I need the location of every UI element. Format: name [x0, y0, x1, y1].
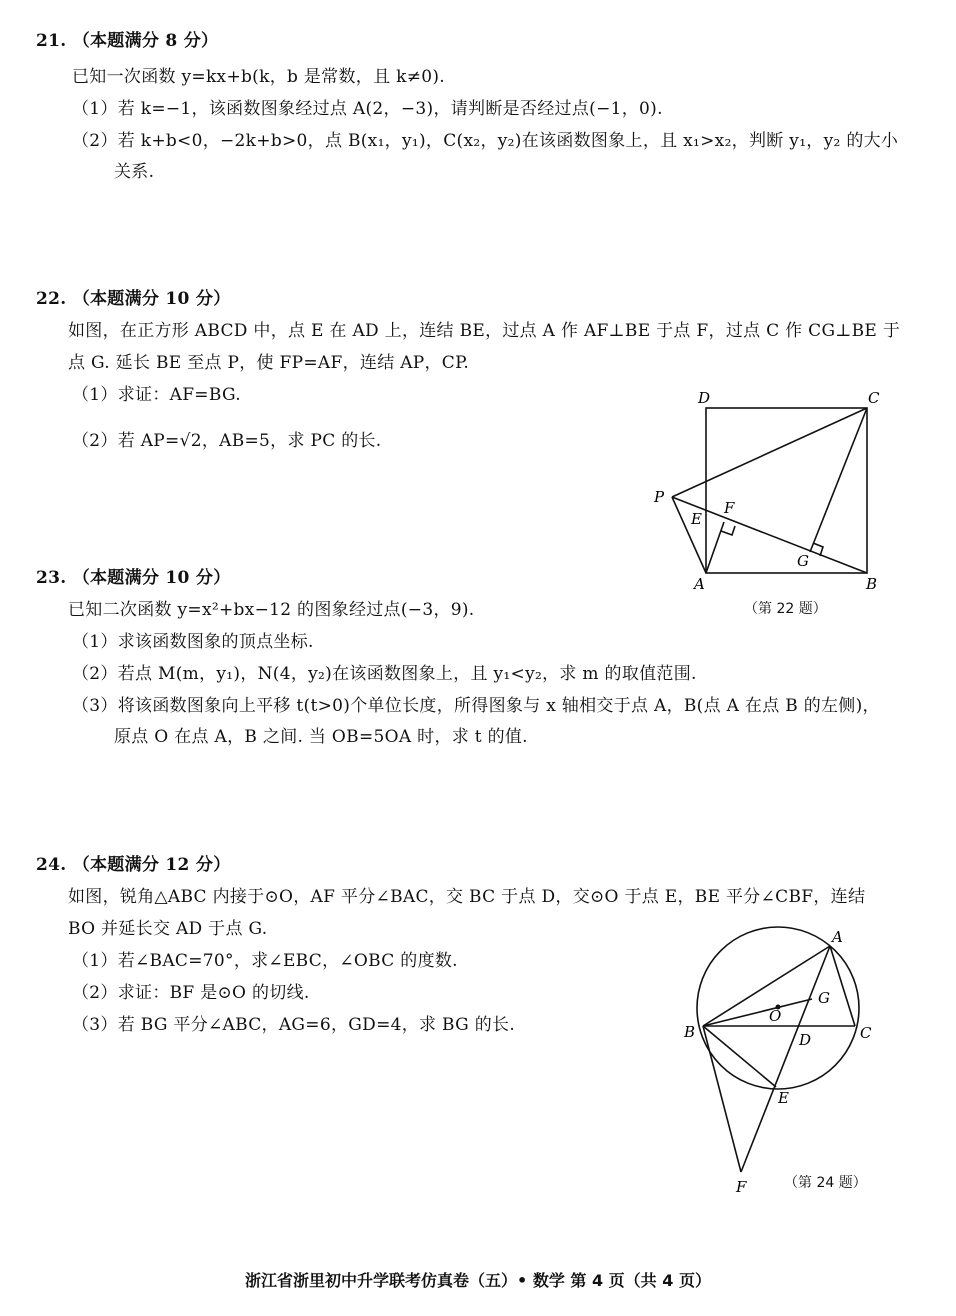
- right-angle-f: [721, 526, 735, 535]
- label-b: B: [684, 1023, 696, 1041]
- q23-part2: （2）若点 M(m，y₁)，N(4，y₂)在该函数图象上，且 y₁<y₂，求 m 的取值范围.: [72, 664, 697, 684]
- label-a: A: [694, 575, 705, 593]
- q23-part1: （1）求该函数图象的顶点坐标.: [72, 632, 314, 652]
- segment-bg: [703, 999, 812, 1026]
- label-d: D: [698, 389, 711, 407]
- q24-caption: （第 24 题）: [784, 1175, 867, 1191]
- label-g: G: [797, 552, 809, 570]
- label-d: D: [799, 1031, 812, 1049]
- label-e: E: [778, 1089, 789, 1107]
- label-a: A: [832, 928, 843, 946]
- q24-part2: （2）求证：BF 是⊙O 的切线.: [72, 983, 310, 1003]
- q21-stem: 已知一次函数 y=kx+b(k，b 是常数，且 k≠0).: [72, 67, 445, 87]
- q21-header: 21. （本题满分 8 分）: [36, 31, 219, 51]
- label-p: P: [654, 488, 665, 506]
- q21-part2-line1: （2）若 k+b<0，−2k+b>0，点 B(x₁，y₁)，C(x₂，y₂)在该函数图象上，且 x₁>x₂，判断 y₁，y₂ 的大小: [72, 131, 899, 151]
- square-abcd: [706, 408, 867, 573]
- label-g: G: [818, 989, 830, 1007]
- segment-af: [741, 946, 830, 1172]
- q23-stem: 已知二次函数 y=x²+bx−12 的图象经过点(−3，9).: [68, 600, 475, 620]
- q24-part3: （3）若 BG 平分∠ABC，AG=6，GD=4，求 BG 的长.: [72, 1015, 516, 1035]
- q22-part2: （2）若 AP=√2，AB=5，求 PC 的长.: [72, 431, 382, 451]
- q22-stem-line2: 点 G. 延长 BE 至点 P，使 FP=AF，连结 AP，CP.: [68, 353, 470, 373]
- q23-part3-line1: （3）将该函数图象向上平移 t(t>0)个单位长度，所得图象与 x 轴相交于点 A，B(点 A 在点 B 的左侧)，: [72, 696, 880, 716]
- page-footer: 浙江省浙里初中升学联考仿真卷（五）• 数学 第 4 页（共 4 页）: [245, 1271, 711, 1290]
- label-f: F: [724, 499, 735, 517]
- q22-caption: （第 22 题）: [744, 601, 827, 617]
- label-f: F: [736, 1178, 747, 1196]
- q23-header: 23. （本题满分 10 分）: [36, 568, 231, 588]
- label-e: E: [691, 510, 702, 528]
- q24-stem-line2: BO 并延长交 AD 于点 G.: [68, 919, 268, 939]
- label-o: O: [769, 1007, 782, 1025]
- q21-part1: （1）若 k=−1，该函数图象经过点 A(2，−3)，请判断是否经过点(−1，0).: [72, 99, 663, 119]
- segment-af: [706, 522, 724, 573]
- segment-bf: [703, 1026, 741, 1172]
- label-c: C: [860, 1024, 872, 1042]
- q22-figure: [640, 380, 900, 600]
- q22-stem-line1: 如图，在正方形 ABCD 中，点 E 在 AD 上，连结 BE，过点 A 作 AF⊥BE 于点 F，过点 C 作 CG⊥BE 于: [68, 321, 901, 341]
- label-c: C: [868, 389, 880, 407]
- q24-header: 24. （本题满分 12 分）: [36, 855, 231, 875]
- q23-part3-line2: 原点 O 在点 A，B 之间. 当 OB=5OA 时，求 t 的值.: [114, 727, 528, 747]
- q21-part2-line2: 关系.: [114, 162, 155, 182]
- label-b: B: [866, 575, 878, 593]
- segment-ab: [703, 946, 830, 1026]
- q24-figure: [670, 920, 900, 1200]
- q24-stem-line1: 如图，锐角△ABC 内接于⊙O，AF 平分∠BAC，交 BC 于点 D，交⊙O 于点 E，BE 平分∠CBF，连结: [68, 887, 866, 907]
- q22-part1: （1）求证：AF=BG.: [72, 385, 241, 405]
- q24-part1: （1）若∠BAC=70°，求∠EBC，∠OBC 的度数.: [72, 951, 458, 971]
- q22-header: 22. （本题满分 10 分）: [36, 289, 231, 309]
